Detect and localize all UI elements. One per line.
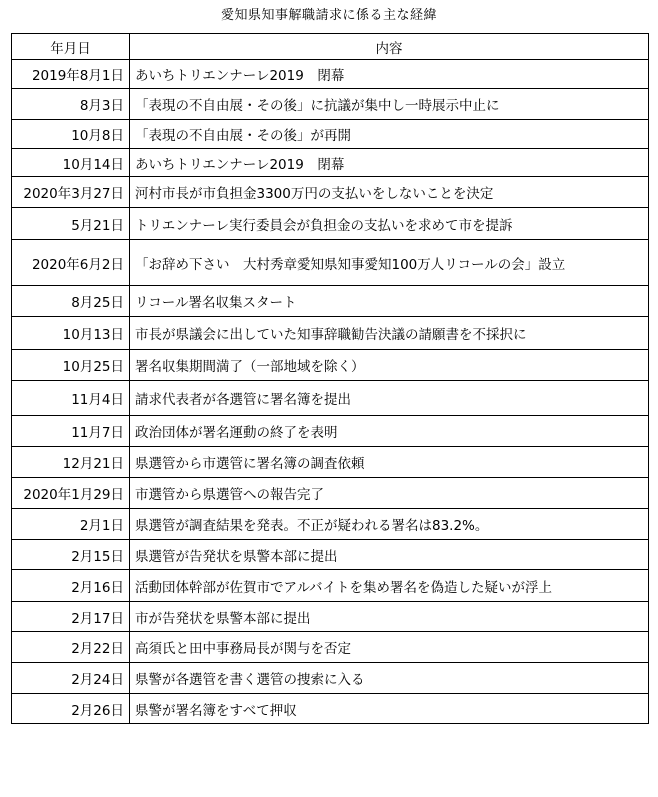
row-content: 県警が署名簿をすべて押収 [130, 694, 649, 724]
table-row [12, 570, 649, 602]
table-row [12, 602, 649, 632]
row-content: 市選管から県選管への報告完了 [130, 478, 649, 509]
row-content: 市が告発状を県警本部に提出 [130, 602, 649, 632]
row-date: 2020年3月27日 [12, 177, 130, 208]
header-content: 内容 [130, 34, 649, 60]
table-row [12, 381, 649, 416]
row-date: 8月3日 [12, 89, 130, 120]
row-content: 県選管が調査結果を発表。不正が疑われる署名は83.2%。 [130, 509, 649, 540]
row-content: 市長が県議会に出していた知事辞職勧告決議の請願書を不採択に [130, 317, 649, 350]
row-date: 2019年8月1日 [12, 60, 130, 89]
row-date: 5月21日 [12, 208, 130, 240]
table-body [12, 60, 649, 724]
row-date: 10月13日 [12, 317, 130, 350]
table-row [12, 509, 649, 540]
table-row [12, 149, 649, 177]
row-content: 「表現の不自由展・その後」が再開 [130, 120, 649, 149]
table-row [12, 208, 649, 240]
row-content: 請求代表者が各選管に署名簿を提出 [130, 381, 649, 416]
row-date: 10月25日 [12, 350, 130, 381]
table-row [12, 694, 649, 724]
table-row [12, 240, 649, 286]
table-row [12, 120, 649, 149]
table-header-row [12, 34, 649, 60]
row-content: 活動団体幹部が佐賀市でアルバイトを集め署名を偽造した疑いが浮上 [130, 570, 649, 602]
row-date: 12月21日 [12, 447, 130, 478]
row-date: 2月26日 [12, 694, 130, 724]
row-content: 「お辞め下さい 大村秀章愛知県知事愛知100万人リコールの会」設立 [130, 240, 649, 286]
table-row [12, 632, 649, 663]
row-content: リコール署名収集スタート [130, 286, 649, 317]
row-content: 県警が各選管を書く選管の捜索に入る [130, 663, 649, 694]
table-row [12, 447, 649, 478]
table-row [12, 350, 649, 381]
row-content: トリエンナーレ実行委員会が負担金の支払いを求めて市を提訴 [130, 208, 649, 240]
page-title: 愛知県知事解職請求に係る主な経緯 [220, 8, 437, 23]
row-date: 2月1日 [12, 509, 130, 540]
row-date: 11月4日 [12, 381, 130, 416]
table-row [12, 60, 649, 89]
table-row [12, 416, 649, 447]
timeline-table [11, 33, 649, 724]
row-date: 10月14日 [12, 149, 130, 177]
row-date: 8月25日 [12, 286, 130, 317]
row-date: 2月17日 [12, 602, 130, 632]
table-row [12, 478, 649, 509]
row-content: 河村市長が市負担金3300万円の支払いをしないことを決定 [130, 177, 649, 208]
row-date: 2月15日 [12, 540, 130, 570]
row-content: 県選管から市選管に署名簿の調査依頼 [130, 447, 649, 478]
row-content: あいちトリエンナーレ2019 閉幕 [130, 60, 649, 89]
row-content: 高須氏と田中事務局長が関与を否定 [130, 632, 649, 663]
row-date: 2020年6月2日 [12, 240, 130, 286]
row-content: あいちトリエンナーレ2019 閉幕 [130, 149, 649, 177]
row-date: 2月16日 [12, 570, 130, 602]
row-date: 11月7日 [12, 416, 130, 447]
table-row [12, 540, 649, 570]
row-content: 政治団体が署名運動の終了を表明 [130, 416, 649, 447]
row-content: 県選管が告発状を県警本部に提出 [130, 540, 649, 570]
row-date: 2月22日 [12, 632, 130, 663]
table-row [12, 286, 649, 317]
row-date: 2020年1月29日 [12, 478, 130, 509]
table-row [12, 317, 649, 350]
row-date: 2月24日 [12, 663, 130, 694]
table-row [12, 177, 649, 208]
row-content: 「表現の不自由展・その後」に抗議が集中し一時展示中止に [130, 89, 649, 120]
row-date: 10月8日 [12, 120, 130, 149]
table-row [12, 89, 649, 120]
row-content: 署名収集期間満了（一部地域を除く） [130, 350, 649, 381]
table-row [12, 663, 649, 694]
header-date: 年月日 [12, 34, 130, 60]
